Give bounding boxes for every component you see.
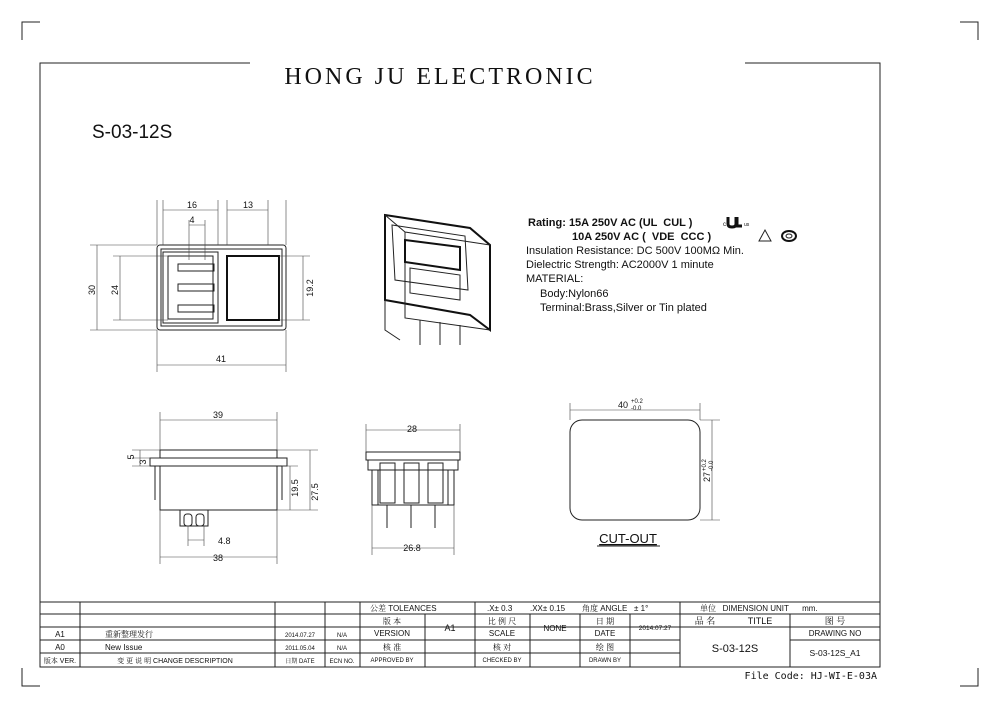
svg-text:公差 TOLEANCES: 公差 TOLEANCES bbox=[370, 604, 437, 613]
svg-text:.XX± 0.15: .XX± 0.15 bbox=[530, 604, 566, 613]
svg-text:APPROVED BY: APPROVED BY bbox=[370, 658, 414, 664]
dim-19-5: 19.5 bbox=[290, 479, 300, 497]
svg-text:核 准: 核 准 bbox=[382, 643, 402, 652]
svg-text:图 号: 图 号 bbox=[824, 616, 846, 626]
svg-text:ECN NO.: ECN NO. bbox=[329, 659, 355, 665]
svg-text:SCALE: SCALE bbox=[488, 629, 516, 638]
svg-text:2014.07.27: 2014.07.27 bbox=[284, 633, 316, 639]
file-code: File Code: HJ-WI-E-03A bbox=[744, 671, 877, 682]
terminal-material: Terminal:Brass,Silver or Tin plated bbox=[540, 302, 707, 314]
dim-30: 30 bbox=[87, 284, 97, 296]
dim-5: 5 bbox=[126, 454, 136, 460]
svg-text:CHECKED BY: CHECKED BY bbox=[482, 658, 522, 664]
svg-text:日 期: 日 期 bbox=[595, 617, 615, 626]
dim-26-8: 26.8 bbox=[403, 543, 421, 553]
revision-row bbox=[55, 629, 347, 639]
svg-text:A1: A1 bbox=[444, 623, 456, 633]
dim-16: 16 bbox=[186, 200, 198, 210]
vde-icon bbox=[759, 230, 771, 241]
svg-text:+0.2: +0.2 bbox=[702, 459, 708, 471]
material-label: MATERIAL: bbox=[526, 273, 584, 285]
dim-19-2: 19.2 bbox=[305, 279, 315, 297]
dim-13: 13 bbox=[242, 200, 254, 210]
svg-text:-0.0: -0.0 bbox=[709, 460, 715, 471]
svg-text:c: c bbox=[723, 222, 726, 228]
svg-text:DRAWN BY: DRAWN BY bbox=[588, 658, 622, 664]
svg-text:-0.0: -0.0 bbox=[631, 406, 642, 412]
side-view bbox=[126, 410, 320, 564]
dielectric-strength: Dielectric Strength: AC2000V 1 minute bbox=[526, 259, 714, 271]
svg-text:版 本: 版 本 bbox=[382, 617, 402, 626]
dim-27-5: 27.5 bbox=[310, 483, 320, 501]
rating-ul: Rating: 15A 250V AC (UL CUL ) bbox=[528, 217, 693, 229]
svg-text:绘 图: 绘 图 bbox=[595, 643, 615, 652]
end-view bbox=[366, 424, 460, 555]
svg-text:us: us bbox=[744, 222, 750, 228]
svg-text:2011.05.04: 2011.05.04 bbox=[285, 646, 315, 652]
isometric-view bbox=[385, 215, 490, 345]
svg-text:单位 DIMENSION UNIT mm.: 单位 DIMENSION UNIT mm. bbox=[700, 604, 818, 613]
part-number: S-03-12S bbox=[92, 122, 173, 143]
svg-text:VERSION: VERSION bbox=[373, 629, 411, 638]
svg-text:N/A: N/A bbox=[336, 646, 348, 652]
svg-text:角度 ANGLE ± 1°: 角度 ANGLE ± 1° bbox=[582, 604, 649, 613]
svg-text:+0.2: +0.2 bbox=[631, 399, 643, 405]
dim-41: 41 bbox=[215, 354, 227, 364]
cutout-view bbox=[570, 399, 720, 546]
dim-38: 38 bbox=[212, 553, 224, 563]
dim-4-8: 4.8 bbox=[218, 536, 231, 546]
svg-text:A0: A0 bbox=[55, 643, 65, 652]
cutout-label: CUT-OUT bbox=[599, 531, 657, 546]
dim-27: 27 bbox=[702, 471, 712, 482]
dim-28: 28 bbox=[406, 424, 418, 434]
svg-text:A1: A1 bbox=[55, 630, 65, 639]
svg-text:2014.07.27: 2014.07.27 bbox=[638, 625, 672, 632]
body-material: Body:Nylon66 bbox=[540, 288, 609, 300]
svg-text:变 更 说 明 CHANGE DESCRIPTION: 变 更 说 明 CHANGE DESCRIPTION bbox=[117, 658, 233, 665]
svg-text:核 对: 核 对 bbox=[492, 643, 512, 652]
ccc-icon bbox=[782, 231, 796, 241]
dim-39: 39 bbox=[212, 410, 224, 420]
svg-text:品 名: 品 名 bbox=[694, 616, 716, 626]
svg-text:.X± 0.3: .X± 0.3 bbox=[487, 604, 513, 613]
svg-text:TITLE: TITLE bbox=[747, 616, 773, 626]
svg-text:日期 DATE: 日期 DATE bbox=[285, 659, 315, 665]
ul-cul-icon bbox=[723, 217, 750, 228]
dim-24: 24 bbox=[110, 284, 120, 296]
svg-text:重新整理发行: 重新整理发行 bbox=[105, 630, 153, 639]
rating-vde: 10A 250V AC ( VDE CCC ) bbox=[572, 231, 712, 243]
svg-text:比 例 尺: 比 例 尺 bbox=[487, 617, 517, 626]
svg-text:New Issue: New Issue bbox=[105, 643, 143, 652]
specifications bbox=[526, 217, 796, 314]
dim-4: 4 bbox=[189, 215, 195, 225]
insulation-resistance: Insulation Resistance: DC 500V 100MΩ Min. bbox=[526, 245, 744, 257]
revision-row bbox=[55, 643, 347, 652]
title-block bbox=[40, 602, 880, 667]
front-view bbox=[87, 200, 315, 372]
dim-3: 3 bbox=[138, 459, 148, 465]
dim-40: 40 bbox=[618, 400, 629, 410]
company-title: HONG JU ELECTRONIC bbox=[284, 64, 596, 90]
svg-text:S-03-12S: S-03-12S bbox=[711, 643, 759, 655]
svg-text:NONE: NONE bbox=[543, 624, 567, 633]
svg-text:DATE: DATE bbox=[594, 629, 616, 638]
svg-text:版本 VER.: 版本 VER. bbox=[43, 658, 77, 665]
svg-text:DRAWING NO: DRAWING NO bbox=[808, 629, 862, 638]
svg-text:S-03-12S_A1: S-03-12S_A1 bbox=[809, 648, 861, 658]
svg-text:N/A: N/A bbox=[336, 633, 348, 639]
